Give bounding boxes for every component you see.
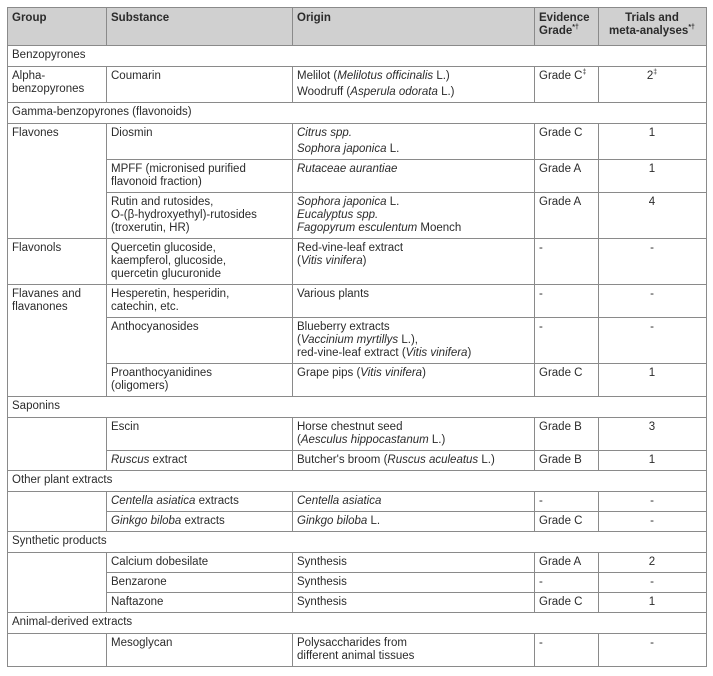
section-row [8,397,707,418]
trials-cell: - [599,634,707,667]
substance-cell: Hesperetin, hesperidin, catechin, etc. [107,285,293,318]
substance-cell: Centella asiatica extracts [107,492,293,512]
group-cell: Flavonols [8,239,107,285]
table-row [8,124,707,160]
section-row [8,613,707,634]
origin-cell: Rutaceae aurantiae [293,160,535,193]
trials-cell: 1 [599,451,707,471]
trials-cell: 1 [599,364,707,397]
table-row [8,364,707,397]
trials-cell: - [599,512,707,532]
group-cell: Alpha- benzopyrones [8,67,107,103]
table-container [7,7,706,667]
header-origin: Origin [293,8,535,46]
section-row [8,46,707,67]
substance-cell: Proanthocyanidines (oligomers) [107,364,293,397]
substance-cell: Coumarin [107,67,293,103]
substance-cell: Escin [107,418,293,451]
substance-cell: Mesoglycan [107,634,293,667]
substance-cell: Diosmin [107,124,293,160]
trials-cell: 1 [599,593,707,613]
table-row [8,285,707,318]
group-cell [8,492,107,532]
grade-cell: Grade C [535,124,599,160]
table-row [8,451,707,471]
substances-table [7,7,707,667]
grade-cell: Grade A [535,553,599,573]
table-row [8,492,707,512]
origin-cell: Synthesis [293,553,535,573]
origin-cell: Polysaccharides from different animal tissues [293,634,535,667]
grade-cell: - [535,492,599,512]
trials-cell: - [599,285,707,318]
grade-cell: Grade C [535,512,599,532]
section-row [8,532,707,553]
header-row [8,8,707,46]
section-animal-derived-extracts: Animal-derived extracts [8,613,707,634]
table-row [8,593,707,613]
grade-cell: - [535,318,599,364]
origin-cell: Centella asiatica [293,492,535,512]
grade-cell: - [535,239,599,285]
origin-cell: Synthesis [293,573,535,593]
substance-cell: Benzarone [107,573,293,593]
table-row [8,573,707,593]
trials-cell: - [599,239,707,285]
table-row [8,160,707,193]
grade-cell: Grade B [535,418,599,451]
header-trials: Trials and meta-analyses*† [599,8,707,46]
section-benzopyrones: Benzopyrones [8,46,707,67]
table-row [8,193,707,239]
substance-cell: Rutin and rutosides, O-(β-hydroxyethyl)-rutosides (troxerutin, HR) [107,193,293,239]
table-row [8,239,707,285]
substance-cell: MPFF (micronised purified flavonoid fraction) [107,160,293,193]
origin-cell: Melilot (Melilotus officinalis L.) Woodruff (Asperula odorata L.) [293,67,535,103]
section-synthetic-products: Synthetic products [8,532,707,553]
substance-cell: Calcium dobesilate [107,553,293,573]
trials-cell: 1 [599,160,707,193]
table-row [8,512,707,532]
substance-cell: Ginkgo biloba extracts [107,512,293,532]
origin-cell: Grape pips (Vitis vinifera) [293,364,535,397]
section-saponins: Saponins [8,397,707,418]
trials-cell: 2‡ [599,67,707,103]
origin-cell: Horse chestnut seed (Aesculus hippocastanum L.) [293,418,535,451]
trials-cell: 2 [599,553,707,573]
section-other-plant-extracts: Other plant extracts [8,471,707,492]
trials-cell: 1 [599,124,707,160]
trials-cell: - [599,492,707,512]
substance-cell: Anthocyanosides [107,318,293,364]
origin-cell: Sophora japonica L. Eucalyptus spp. Fagopyrum esculentum Moench [293,193,535,239]
origin-cell: Citrus spp. Sophora japonica L. [293,124,535,160]
origin-cell: Various plants [293,285,535,318]
origin-cell: Butcher's broom (Ruscus aculeatus L.) [293,451,535,471]
trials-cell: - [599,573,707,593]
group-cell: Flavanes and flavanones [8,285,107,397]
trials-cell: 3 [599,418,707,451]
grade-cell: - [535,285,599,318]
table-row [8,634,707,667]
table-row [8,318,707,364]
group-cell [8,634,107,667]
header-group: Group [8,8,107,46]
grade-cell: Grade C [535,593,599,613]
substance-cell: Ruscus extract [107,451,293,471]
group-cell [8,553,107,613]
origin-cell: Ginkgo biloba L. [293,512,535,532]
group-cell [8,418,107,471]
section-gamma-benzopyrones: Gamma-benzopyrones (flavonoids) [8,103,707,124]
substance-cell: Quercetin glucoside, kaempferol, glucoside, quercetin glucuronide [107,239,293,285]
table-row [8,418,707,451]
group-cell: Flavones [8,124,107,239]
trials-cell: 4 [599,193,707,239]
grade-cell: Grade A [535,193,599,239]
section-row [8,471,707,492]
table-row [8,67,707,103]
header-substance: Substance [107,8,293,46]
origin-cell: Synthesis [293,593,535,613]
table-row [8,553,707,573]
grade-cell: Grade A [535,160,599,193]
substance-cell: Naftazone [107,593,293,613]
origin-cell: Red-vine-leaf extract (Vitis vinifera) [293,239,535,285]
header-evidence-grade: Evidence Grade*† [535,8,599,46]
grade-cell: Grade C [535,364,599,397]
grade-cell: Grade B [535,451,599,471]
origin-cell: Blueberry extracts (Vaccinium myrtillys L.), red-vine-leaf extract (Vitis vinifera) [293,318,535,364]
grade-cell: - [535,634,599,667]
trials-cell: - [599,318,707,364]
grade-cell: Grade C‡ [535,67,599,103]
grade-cell: - [535,573,599,593]
section-row [8,103,707,124]
